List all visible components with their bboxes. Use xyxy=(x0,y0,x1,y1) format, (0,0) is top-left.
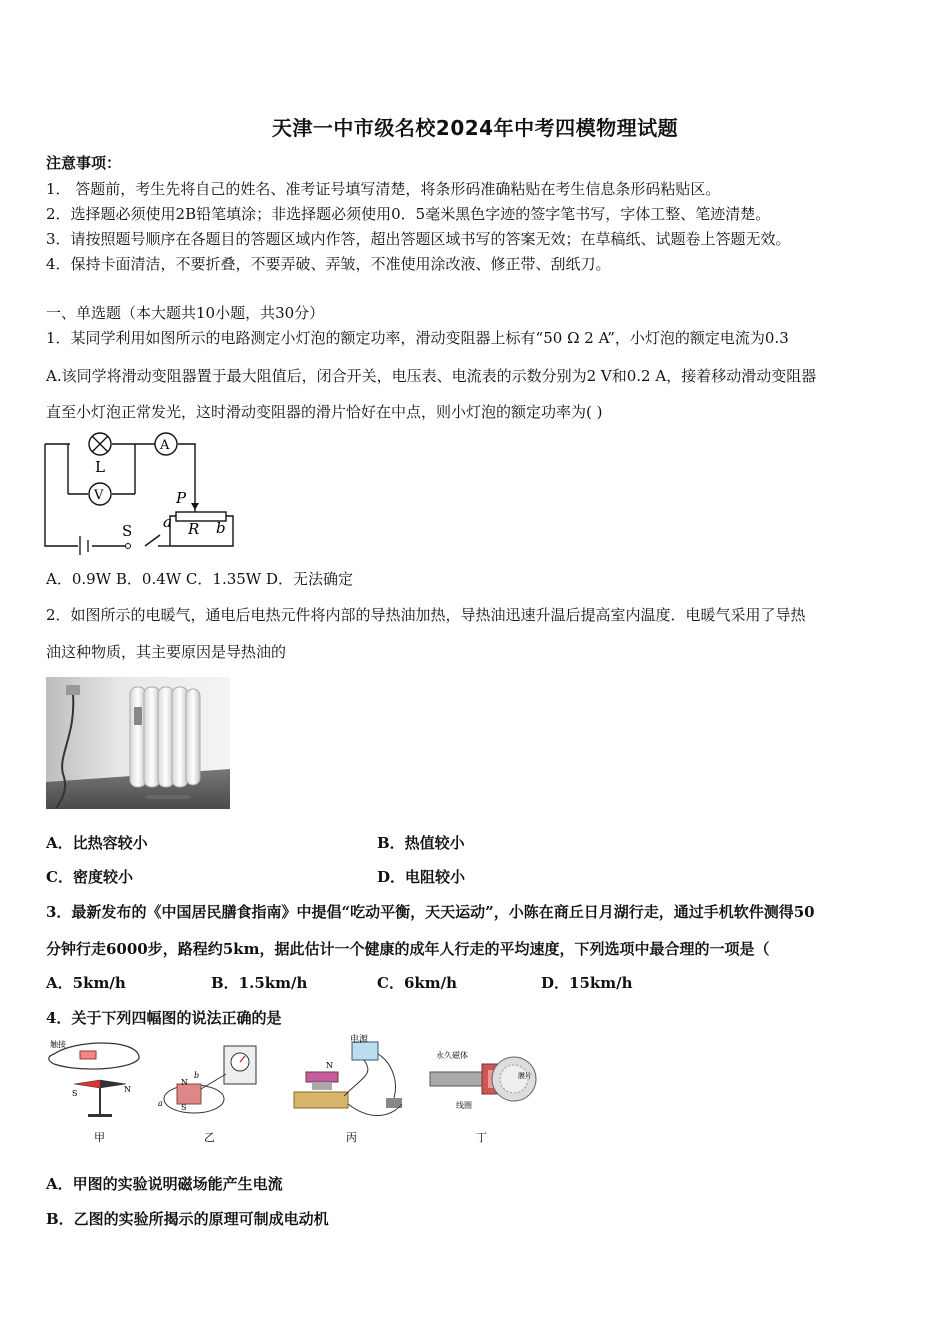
yi-s: S xyxy=(181,1103,187,1112)
notice-heading: 注意事项： xyxy=(46,154,122,172)
label-yi: 乙 xyxy=(204,1131,215,1144)
label-jia: 甲 xyxy=(94,1131,105,1144)
figure-yi xyxy=(158,1046,256,1113)
touch-label: 触接 xyxy=(50,1040,66,1049)
bing-n: N xyxy=(326,1061,333,1070)
end-b-label: b xyxy=(216,519,226,537)
heater-photo xyxy=(46,677,230,809)
slider-label: P xyxy=(176,489,187,507)
diaphragm-label: 膜片 xyxy=(518,1072,532,1080)
section-heading: 一、单选题（本大题共10小题，共30分） xyxy=(46,304,325,322)
q2-option-a: A．比热容较小 xyxy=(46,834,148,852)
q4-figures xyxy=(44,1034,544,1149)
q3-stem-line: 3．最新发布的《中国居民膳食指南》中提倡“吃动平衡，天天运动”，小陈在商丘日月湖行走，通过手机软件测得50 xyxy=(46,903,815,921)
coil-label: 线圈 xyxy=(456,1101,472,1110)
q4-option-b: B．乙图的实验所揭示的原理可制成电动机 xyxy=(46,1210,329,1228)
q1-options: A．0.9W B．0.4W C．1.35W D．无法确定 xyxy=(46,570,354,588)
power-label: 电源 xyxy=(350,1035,369,1045)
yi-n: N xyxy=(181,1078,188,1087)
notice-item: 1． 答题前，考生先将自己的姓名、准考证号填写清楚，将条形码准确粘贴在考生信息条形码粘贴区。 xyxy=(46,180,721,198)
jia-n: N xyxy=(124,1085,131,1094)
notice-item: 3．请按照题号顺序在各题目的答题区域内作答，超出答题区域书写的答案无效；在草稿纸、试题卷上答题无效。 xyxy=(46,230,791,248)
q3-option-a: A．5km/h xyxy=(46,974,126,992)
ammeter-label: A xyxy=(160,438,170,453)
yi-a: a xyxy=(158,1099,163,1108)
q2-option-d: D．电阻较小 xyxy=(377,868,466,886)
switch-label: S xyxy=(122,522,133,540)
resistor-label: R xyxy=(188,520,200,538)
q3-option-d: D．15km/h xyxy=(541,974,633,992)
q3-option-b: B．1.5km/h xyxy=(211,974,308,992)
label-ding: 丁 xyxy=(476,1131,487,1144)
notice-item: 2．选择题必须使用2B铅笔填涂；非选择题必须使用0．5毫米黑色字迹的签字笔书写，字体工整、笔迹清楚。 xyxy=(46,205,771,223)
q1-circuit-diagram xyxy=(40,430,240,555)
voltmeter-label: V xyxy=(94,488,104,503)
q1-stem-line: 直至小灯泡正常发光，这时滑动变阻器的滑片恰好在中点，则小灯泡的额定功率为( ) xyxy=(46,403,603,421)
q2-option-c: C．密度较小 xyxy=(46,868,133,886)
q4-option-a: A．甲图的实验说明磁场能产生电流 xyxy=(46,1175,283,1193)
q1-stem-line: A.该同学将滑动变阻器置于最大阻值后，闭合开关，电压表、电流表的示数分别为2 V和0.2 A，接着移动滑动变阻器 xyxy=(46,367,817,385)
lamp-label: L xyxy=(95,458,105,476)
figure-ding xyxy=(430,1050,536,1110)
q3-option-c: C．6km/h xyxy=(377,974,458,992)
label-bing: 丙 xyxy=(346,1131,357,1144)
q1-stem-line: 1．某同学利用如图所示的电路测定小灯泡的额定功率，滑动变阻器上标有“50 Ω 2 A”，小灯泡的额定电流为0.3 xyxy=(46,329,789,347)
jia-s: S xyxy=(72,1089,78,1098)
q4-stem: 4．关于下列四幅图的说法正确的是 xyxy=(46,1009,282,1027)
magnet-label: 永久磁体 xyxy=(436,1051,468,1060)
yi-b: b xyxy=(194,1071,200,1080)
figure-jia xyxy=(49,1039,139,1117)
figure-bing xyxy=(294,1034,402,1116)
q2-stem-line: 油这种物质，其主要原因是导热油的 xyxy=(46,643,287,661)
q2-option-b: B．热值较小 xyxy=(377,834,465,852)
page-title: 天津一中市级名校2024年中考四模物理试题 xyxy=(271,116,679,140)
notice-item: 4．保持卡面清洁，不要折叠，不要弄破、弄皱，不准使用涂改液、修正带、刮纸刀。 xyxy=(46,255,611,273)
q3-stem-line: 分钟行走6000步，路程约5km，据此估计一个健康的成年人行走的平均速度，下列选项中最合理的一项是（ xyxy=(46,940,770,958)
q2-stem-line: 2．如图所示的电暖气，通电后电热元件将内部的导热油加热，导热油迅速升温后提高室内温度．电暖气采用了导热 xyxy=(46,606,806,624)
end-a-label: a xyxy=(163,513,172,531)
